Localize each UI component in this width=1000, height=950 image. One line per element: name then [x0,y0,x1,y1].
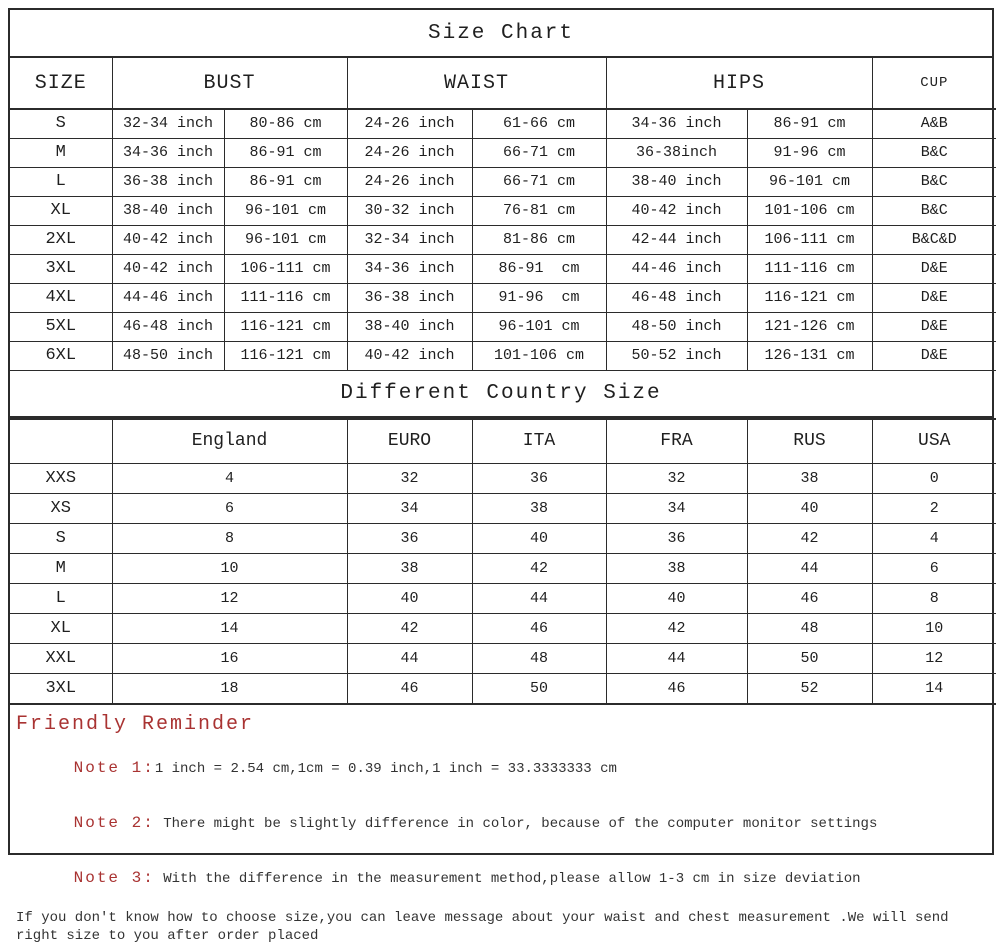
size-label-cell: L [10,167,112,196]
size-table-row [10,109,996,138]
waist-cm-cell: 81-86 cm [472,225,606,254]
size-table-row [10,312,996,341]
column-header-cup: CUP [872,58,996,109]
note-line-2 [16,799,984,847]
england-cell: 14 [112,614,347,644]
bust-inch-cell: 40-42 inch [112,254,224,283]
ita-cell: 42 [472,554,606,584]
hips-inch-cell: 36-38inch [606,138,747,167]
note-3-label: Note 3: [74,869,155,887]
fra-cell: 40 [606,584,747,614]
size-label-cell: 4XL [10,283,112,312]
waist-cm-cell: 66-71 cm [472,167,606,196]
rus-cell: 42 [747,524,872,554]
ita-cell: 40 [472,524,606,554]
country-table-row [10,524,996,554]
rus-cell: 40 [747,494,872,524]
waist-cm-cell: 96-101 cm [472,312,606,341]
waist-cm-cell: 61-66 cm [472,109,606,138]
hips-inch-cell: 44-46 inch [606,254,747,283]
hips-cm-cell: 86-91 cm [747,109,872,138]
waist-cm-cell: 86-91 cm [472,254,606,283]
waist-inch-cell: 38-40 inch [347,312,472,341]
cup-cell: D&E [872,254,996,283]
cup-cell: B&C [872,167,996,196]
bust-inch-cell: 34-36 inch [112,138,224,167]
hips-inch-cell: 34-36 inch [606,109,747,138]
size-table-header-row [10,58,996,109]
rus-cell: 50 [747,644,872,674]
column-header-size: SIZE [10,58,112,109]
size-label-cell: 6XL [10,341,112,370]
fra-cell: 36 [606,524,747,554]
ita-cell: 36 [472,464,606,494]
hips-cm-cell: 121-126 cm [747,312,872,341]
size-measurements-table [10,58,996,371]
country-table-row [10,494,996,524]
usa-cell: 6 [872,554,996,584]
euro-cell: 36 [347,524,472,554]
usa-cell: 2 [872,494,996,524]
size-label-cell: XS [10,494,112,524]
size-label-cell: L [10,584,112,614]
note-2-text: There might be slightly difference in color, because of the computer monitor settings [155,816,878,832]
bust-cm-cell: 116-121 cm [224,312,347,341]
size-table-body [10,109,996,370]
rus-cell: 48 [747,614,872,644]
size-label-cell: XL [10,196,112,225]
hips-inch-cell: 38-40 inch [606,167,747,196]
country-table-row [10,644,996,674]
ita-cell: 48 [472,644,606,674]
bust-cm-cell: 106-111 cm [224,254,347,283]
hips-cm-cell: 111-116 cm [747,254,872,283]
england-cell: 16 [112,644,347,674]
hips-cm-cell: 101-106 cm [747,196,872,225]
bust-inch-cell: 38-40 inch [112,196,224,225]
waist-cm-cell: 101-106 cm [472,341,606,370]
waist-inch-cell: 24-26 inch [347,167,472,196]
country-size-title: Different Country Size [10,371,992,418]
column-header-fra: FRA [606,419,747,464]
size-label-cell: 5XL [10,312,112,341]
size-label-cell: 2XL [10,225,112,254]
size-table-row [10,254,996,283]
rus-cell: 52 [747,674,872,704]
england-cell: 6 [112,494,347,524]
ita-cell: 46 [472,614,606,644]
usa-cell: 4 [872,524,996,554]
usa-cell: 14 [872,674,996,704]
waist-inch-cell: 34-36 inch [347,254,472,283]
bust-inch-cell: 36-38 inch [112,167,224,196]
cup-cell: D&E [872,283,996,312]
cup-cell: D&E [872,312,996,341]
column-header-waist: WAIST [347,58,606,109]
hips-inch-cell: 50-52 inch [606,341,747,370]
size-label-cell: XXL [10,644,112,674]
note-1-label: Note 1: [74,759,155,777]
fra-cell: 46 [606,674,747,704]
fra-cell: 38 [606,554,747,584]
england-cell: 4 [112,464,347,494]
size-table-header [10,58,996,109]
note-1-text: 1 inch = 2.54 cm,1cm = 0.39 inch,1 inch = 33.3333333 cm [155,761,617,777]
waist-cm-cell: 91-96 cm [472,283,606,312]
bust-cm-cell: 111-116 cm [224,283,347,312]
usa-cell: 8 [872,584,996,614]
bust-cm-cell: 96-101 cm [224,225,347,254]
column-header-blank [10,419,112,464]
country-size-table [10,418,996,705]
euro-cell: 38 [347,554,472,584]
cup-cell: A&B [872,109,996,138]
bust-inch-cell: 32-34 inch [112,109,224,138]
size-table-row [10,225,996,254]
hips-inch-cell: 46-48 inch [606,283,747,312]
size-label-cell: M [10,554,112,584]
usa-cell: 12 [872,644,996,674]
cup-cell: B&C [872,196,996,225]
fra-cell: 42 [606,614,747,644]
size-label-cell: 3XL [10,254,112,283]
column-header-rus: RUS [747,419,872,464]
hips-inch-cell: 40-42 inch [606,196,747,225]
country-table-row [10,614,996,644]
note-2-label: Note 2: [74,814,155,832]
bust-cm-cell: 96-101 cm [224,196,347,225]
column-header-usa: USA [872,419,996,464]
usa-cell: 0 [872,464,996,494]
bust-inch-cell: 46-48 inch [112,312,224,341]
notes-footer-paragraph: If you don't know how to choose size,you can leave message about your waist and chest measurement .We will send right size to you after order placed [16,909,984,947]
england-cell: 12 [112,584,347,614]
size-label-cell: XXS [10,464,112,494]
size-table-row [10,283,996,312]
friendly-reminder-heading: Friendly Reminder [16,715,984,735]
euro-cell: 34 [347,494,472,524]
country-table-body [10,464,996,704]
country-table-header [10,419,996,464]
euro-cell: 32 [347,464,472,494]
country-table-row [10,674,996,704]
waist-inch-cell: 24-26 inch [347,109,472,138]
ita-cell: 50 [472,674,606,704]
bust-inch-cell: 44-46 inch [112,283,224,312]
cup-cell: D&E [872,341,996,370]
waist-cm-cell: 76-81 cm [472,196,606,225]
country-table-row [10,584,996,614]
bust-inch-cell: 48-50 inch [112,341,224,370]
waist-inch-cell: 32-34 inch [347,225,472,254]
column-header-hips: HIPS [606,58,872,109]
size-chart-sheet [8,8,994,855]
rus-cell: 46 [747,584,872,614]
hips-inch-cell: 42-44 inch [606,225,747,254]
waist-inch-cell: 40-42 inch [347,341,472,370]
notes-section [10,705,992,950]
waist-inch-cell: 30-32 inch [347,196,472,225]
cup-cell: B&C [872,138,996,167]
size-table-row [10,167,996,196]
size-label-cell: M [10,138,112,167]
euro-cell: 40 [347,584,472,614]
waist-inch-cell: 24-26 inch [347,138,472,167]
fra-cell: 44 [606,644,747,674]
ita-cell: 44 [472,584,606,614]
size-table-row [10,196,996,225]
hips-cm-cell: 106-111 cm [747,225,872,254]
rus-cell: 44 [747,554,872,584]
cup-cell: B&C&D [872,225,996,254]
country-table-header-row [10,419,996,464]
hips-cm-cell: 126-131 cm [747,341,872,370]
size-label-cell: XL [10,614,112,644]
england-cell: 18 [112,674,347,704]
bust-cm-cell: 80-86 cm [224,109,347,138]
england-cell: 10 [112,554,347,584]
country-table-row [10,554,996,584]
size-label-cell: 3XL [10,674,112,704]
country-table-row [10,464,996,494]
rus-cell: 38 [747,464,872,494]
note-line-1 [16,744,984,792]
hips-inch-cell: 48-50 inch [606,312,747,341]
column-header-ita: ITA [472,419,606,464]
usa-cell: 10 [872,614,996,644]
ita-cell: 38 [472,494,606,524]
size-chart-title: Size Chart [10,10,992,58]
size-table-row [10,138,996,167]
euro-cell: 46 [347,674,472,704]
size-table-row [10,341,996,370]
waist-inch-cell: 36-38 inch [347,283,472,312]
column-header-euro: EURO [347,419,472,464]
waist-cm-cell: 66-71 cm [472,138,606,167]
bust-cm-cell: 86-91 cm [224,138,347,167]
euro-cell: 42 [347,614,472,644]
euro-cell: 44 [347,644,472,674]
hips-cm-cell: 91-96 cm [747,138,872,167]
column-header-bust: BUST [112,58,347,109]
bust-cm-cell: 116-121 cm [224,341,347,370]
size-label-cell: S [10,109,112,138]
bust-cm-cell: 86-91 cm [224,167,347,196]
hips-cm-cell: 96-101 cm [747,167,872,196]
bust-inch-cell: 40-42 inch [112,225,224,254]
hips-cm-cell: 116-121 cm [747,283,872,312]
fra-cell: 32 [606,464,747,494]
note-3-text: With the difference in the measurement method,please allow 1-3 cm in size deviation [155,871,861,887]
column-header-england: England [112,419,347,464]
size-label-cell: S [10,524,112,554]
fra-cell: 34 [606,494,747,524]
england-cell: 8 [112,524,347,554]
